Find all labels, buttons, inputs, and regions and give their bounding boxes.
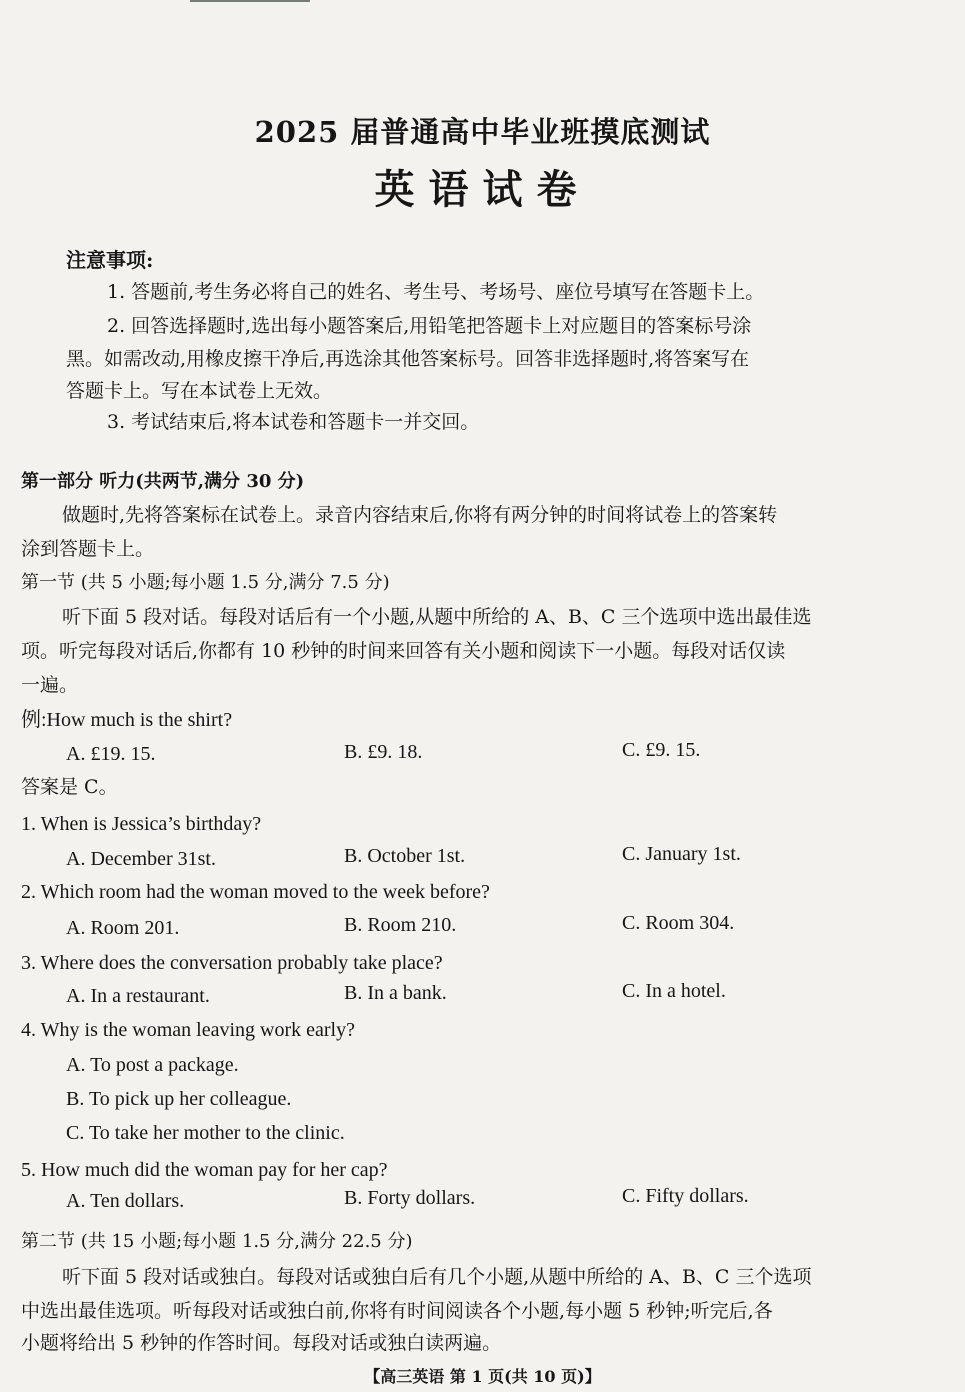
q4-option-b: B. To pick up her colleague. xyxy=(66,1088,292,1110)
q3-option-a: A. In a restaurant. xyxy=(66,985,210,1007)
q1-option-b: B. October 1st. xyxy=(344,845,466,867)
question-1: 1. When is Jessica’s birthday? xyxy=(21,813,262,835)
section2-instruction: 小题将给出 5 秒钟的作答时间。每段对话或独白读两遍。 xyxy=(21,1332,502,1354)
page-footer: 【高三英语 第 1 页(共 10 页)】 xyxy=(364,1367,601,1386)
example-option-c: C. £9. 15. xyxy=(622,739,701,761)
example-answer: 答案是 C。 xyxy=(21,776,118,798)
section2-instruction: 听下面 5 段对话或独白。每段对话或独白后有几个小题,从题中所给的 A、B、C 三个选项 xyxy=(62,1266,812,1288)
q5-option-c: C. Fifty dollars. xyxy=(622,1185,749,1207)
part1-heading: 第一部分 听力(共两节,满分 30 分) xyxy=(21,471,305,492)
question-5: 5. How much did the woman pay for her cap? xyxy=(21,1159,388,1181)
part1-intro-line: 做题时,先将答案标在试卷上。录音内容结束后,你将有两分钟的时间将试卷上的答案转 xyxy=(62,504,778,526)
section1-instruction: 听下面 5 段对话。每段对话后有一个小题,从题中所给的 A、B、C 三个选项中选出最佳选 xyxy=(62,606,812,628)
q2-option-a: A. Room 201. xyxy=(66,917,180,939)
q1-option-c: C. January 1st. xyxy=(622,843,741,865)
top-border-line xyxy=(190,0,310,2)
q2-option-b: B. Room 210. xyxy=(344,914,457,936)
example-question: 例:How much is the shirt? xyxy=(21,709,233,731)
exam-title: 2025 届普通高中毕业班摸底测试 xyxy=(254,115,711,149)
notice-item: 黑。如需改动,用橡皮擦干净后,再选涂其他答案标号。回答非选择题时,将答案写在 xyxy=(66,348,750,370)
question-2: 2. Which room had the woman moved to the week before? xyxy=(21,881,490,903)
section1-instruction: 一遍。 xyxy=(21,674,79,696)
section1-heading: 第一节 (共 5 小题;每小题 1.5 分,满分 7.5 分) xyxy=(21,572,390,593)
notice-heading: 注意事项: xyxy=(66,248,154,272)
part1-intro-line: 涂到答题卡上。 xyxy=(21,538,155,560)
q2-option-c: C. Room 304. xyxy=(622,912,735,934)
q3-option-b: B. In a bank. xyxy=(344,982,447,1004)
q5-option-a: A. Ten dollars. xyxy=(66,1190,185,1212)
section2-instruction: 中选出最佳选项。听每段对话或独白前,你将有时间阅读各个小题,每小题 5 秒钟;听完后,各 xyxy=(21,1300,773,1322)
notice-item: 答题卡上。写在本试卷上无效。 xyxy=(66,380,333,402)
section1-instruction: 项。听完每段对话后,你都有 10 秒钟的时间来回答有关小题和阅读下一小题。每段对话仅读 xyxy=(21,640,786,662)
example-option-a: A. £19. 15. xyxy=(66,743,156,765)
q4-option-c: C. To take her mother to the clinic. xyxy=(66,1122,345,1144)
question-4: 4. Why is the woman leaving work early? xyxy=(21,1019,355,1041)
notice-item: 1. 答题前,考生务必将自己的姓名、考生号、考场号、座位号填写在答题卡上。 xyxy=(107,281,765,303)
notice-item: 3. 考试结束后,将本试卷和答题卡一并交回。 xyxy=(107,411,480,433)
section2-heading: 第二节 (共 15 小题;每小题 1.5 分,满分 22.5 分) xyxy=(21,1231,413,1252)
q5-option-b: B. Forty dollars. xyxy=(344,1187,476,1209)
exam-subject: 英语试卷 xyxy=(374,166,591,213)
q1-option-a: A. December 31st. xyxy=(66,848,216,870)
question-3: 3. Where does the conversation probably take place? xyxy=(21,952,443,974)
notice-item: 2. 回答选择题时,选出每小题答案后,用铅笔把答题卡上对应题目的答案标号涂 xyxy=(107,315,752,337)
q3-option-c: C. In a hotel. xyxy=(622,980,726,1002)
q4-option-a: A. To post a package. xyxy=(66,1054,239,1076)
example-option-b: B. £9. 18. xyxy=(344,741,423,763)
